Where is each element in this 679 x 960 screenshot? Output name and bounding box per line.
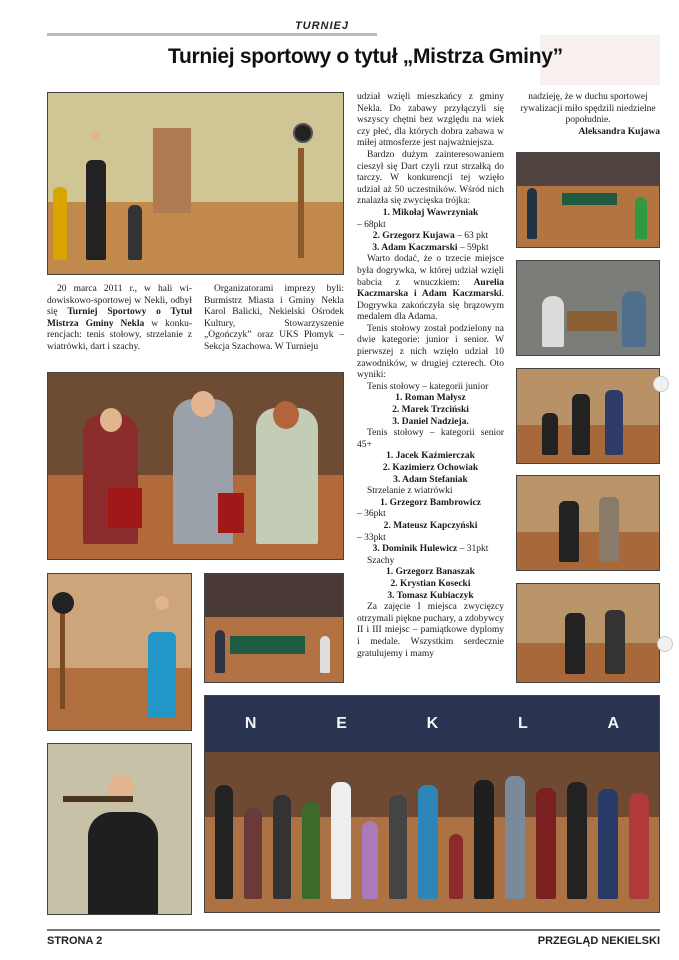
dart-winner-3-score: – 59pkt — [457, 242, 489, 253]
section-label: TURNIEJ — [294, 20, 349, 32]
photo-table-tennis — [204, 573, 344, 683]
senior-winner-3: 3. Adam Stefaniak — [393, 474, 468, 485]
senior-winner-1: 1. Jacek Kaźmierczak — [386, 451, 475, 462]
chess-winner-3: 3. Tomasz Kubiaczyk — [387, 590, 474, 601]
article-title: Turniej sportowy o tytuł „Mistrza Gminy” — [168, 45, 563, 68]
publication-name: PRZEGLĄD NEKIELSKI — [537, 935, 660, 947]
shooting-winner-1-score: – 36pkt — [357, 509, 386, 520]
photo-award-3 — [516, 583, 660, 683]
author-name: Aleksandra Kujawa — [578, 126, 660, 137]
chess-winner-1: 1. Grzegorz Banaszak — [386, 567, 475, 578]
intro-text: 20 marca 2011 r., w hali widowiskowo-sportowej w Nekli, odbył się — [47, 284, 192, 318]
photo-winners-trio — [47, 372, 344, 560]
tiebreak-text: Warto dodać, że o trzecie miejsce była dogrywka, w której udział wzięli babcia z wnuczkiem: — [357, 254, 504, 288]
shooting-winner-3-score: – 31pkt — [457, 544, 489, 555]
dart-winner-1: 1. Mikołaj Wawrzyniak — [382, 207, 479, 218]
junior-winner-2: 2. Marek Trzciński — [392, 405, 469, 416]
photo-group — [204, 695, 660, 913]
banner-letter: E — [336, 715, 347, 733]
chess-label: Szachy — [367, 555, 395, 566]
junior-winner-1: 1. Roman Małysz — [395, 393, 466, 404]
article-column-4 — [516, 92, 660, 138]
dart-winner-2-score: – 63 pkt — [454, 231, 489, 242]
dart-intro-text: Bardzo dużym zainteresowaniem cieszył się Dart czyli rzut strzałką do tarczy. W konkurencji tej wzięło udział aż 50 uczestników. Wśród nich znalazła się zwycięska trójka: — [357, 149, 504, 207]
tiebreak-names: Aurelia Kaczmarska i Adam Kaczmarski — [357, 277, 504, 300]
header-rule — [47, 33, 377, 36]
shooting-label: Strzelanie z wiatrówki — [367, 486, 453, 497]
senior-category-label: Tenis stołowy – kategorii senior 45+ — [357, 428, 504, 450]
chess-winner-2: 2. Krystian Kosecki — [390, 578, 471, 589]
closing-text: nadzieję, że w duchu sportowej rywalizacji miło spędzili niedzielne popołudnie. — [520, 92, 656, 126]
article-column-3 — [357, 92, 504, 660]
shooting-winner-3: 3. Dominik Hulewicz — [372, 544, 458, 555]
banner-letter: N — [244, 715, 257, 733]
shooting-winner-2: 2. Mateusz Kapczyński — [383, 520, 478, 531]
page-decoration-dot — [657, 636, 673, 652]
hall-banner — [205, 696, 659, 752]
photo-chess — [516, 260, 660, 356]
shooting-winner-1: 1. Grzegorz Bambrowicz — [380, 497, 481, 508]
footer-rule — [47, 929, 660, 931]
participants-text: udział wzięli mieszkańcy z gminy Nekla. Do zabawy przyłączyli się wszyscy chętni bez względu na wiek czy płeć, dla których dobra zabawa w miłej atmosferze jest najważniejsza. — [357, 92, 504, 149]
junior-category-label: Tenis stołowy – kategorii junior — [367, 381, 489, 392]
table-tennis-intro: Tenis stołowy został podzielony na dwie kategorie: junior i senior. W pierwszej z nich wzięło udział 10 zawodników, w drugiej czterech. Oto wyniki: — [357, 323, 504, 381]
page-decoration-dot — [653, 376, 669, 392]
photo-dart-player — [47, 573, 192, 731]
dart-winner-1-score: – 68pkt — [357, 219, 386, 230]
photo-shooting — [47, 743, 192, 915]
article-column-2 — [204, 284, 344, 354]
senior-winner-2: 2. Kazimierz Ochowiak — [382, 463, 479, 473]
photo-table-tennis-match — [516, 152, 660, 248]
intro-text-rest: w konkurencjach: tenis stołowy, strzelanie z wiatrówki, dart i szachy. — [47, 318, 192, 352]
photo-award-1 — [516, 368, 660, 464]
banner-letter: K — [426, 715, 439, 733]
dart-winner-3: 3. Adam Kaczmarski — [372, 242, 458, 253]
photo-dart-throw — [47, 92, 344, 275]
photo-award-2 — [516, 475, 660, 571]
banner-letter: A — [607, 715, 620, 733]
dart-winner-2: 2. Grzegorz Kujawa — [372, 231, 455, 242]
banner-letter: L — [517, 715, 528, 733]
organizers-text: Organizatorami imprezy byli: Burmistrz Miasta i Gminy Nekla Karol Balicki, Nekielski Ośrodek Kultury, Stowarzyszenie „Ogończyk” oraz UKS Płomyk – Sekcja Szachowa. W Turnieju — [204, 284, 344, 352]
page-number: STRONA 2 — [47, 935, 103, 947]
prizes-text: Za zajęcie I miejsca zwycięzcy otrzymali piękne puchary, a zdobywcy II i III miejsc – pamiątkowe dyplomy i medale. Wszystkim serdecznie gratulujemy i mamy — [357, 602, 504, 659]
intro-event-name: Turniej Sportowy o Tytuł Mistrza Gminy Nekla — [47, 307, 192, 329]
junior-winner-3: 3. Daniel Nadzieja. — [392, 416, 469, 427]
shooting-winner-2-score: – 33pkt — [357, 532, 386, 543]
article-column-1 — [47, 284, 192, 354]
tiebreak-text-rest: . Dogrywka zakończyła się brązowym medalem dla Adama. — [357, 289, 504, 323]
